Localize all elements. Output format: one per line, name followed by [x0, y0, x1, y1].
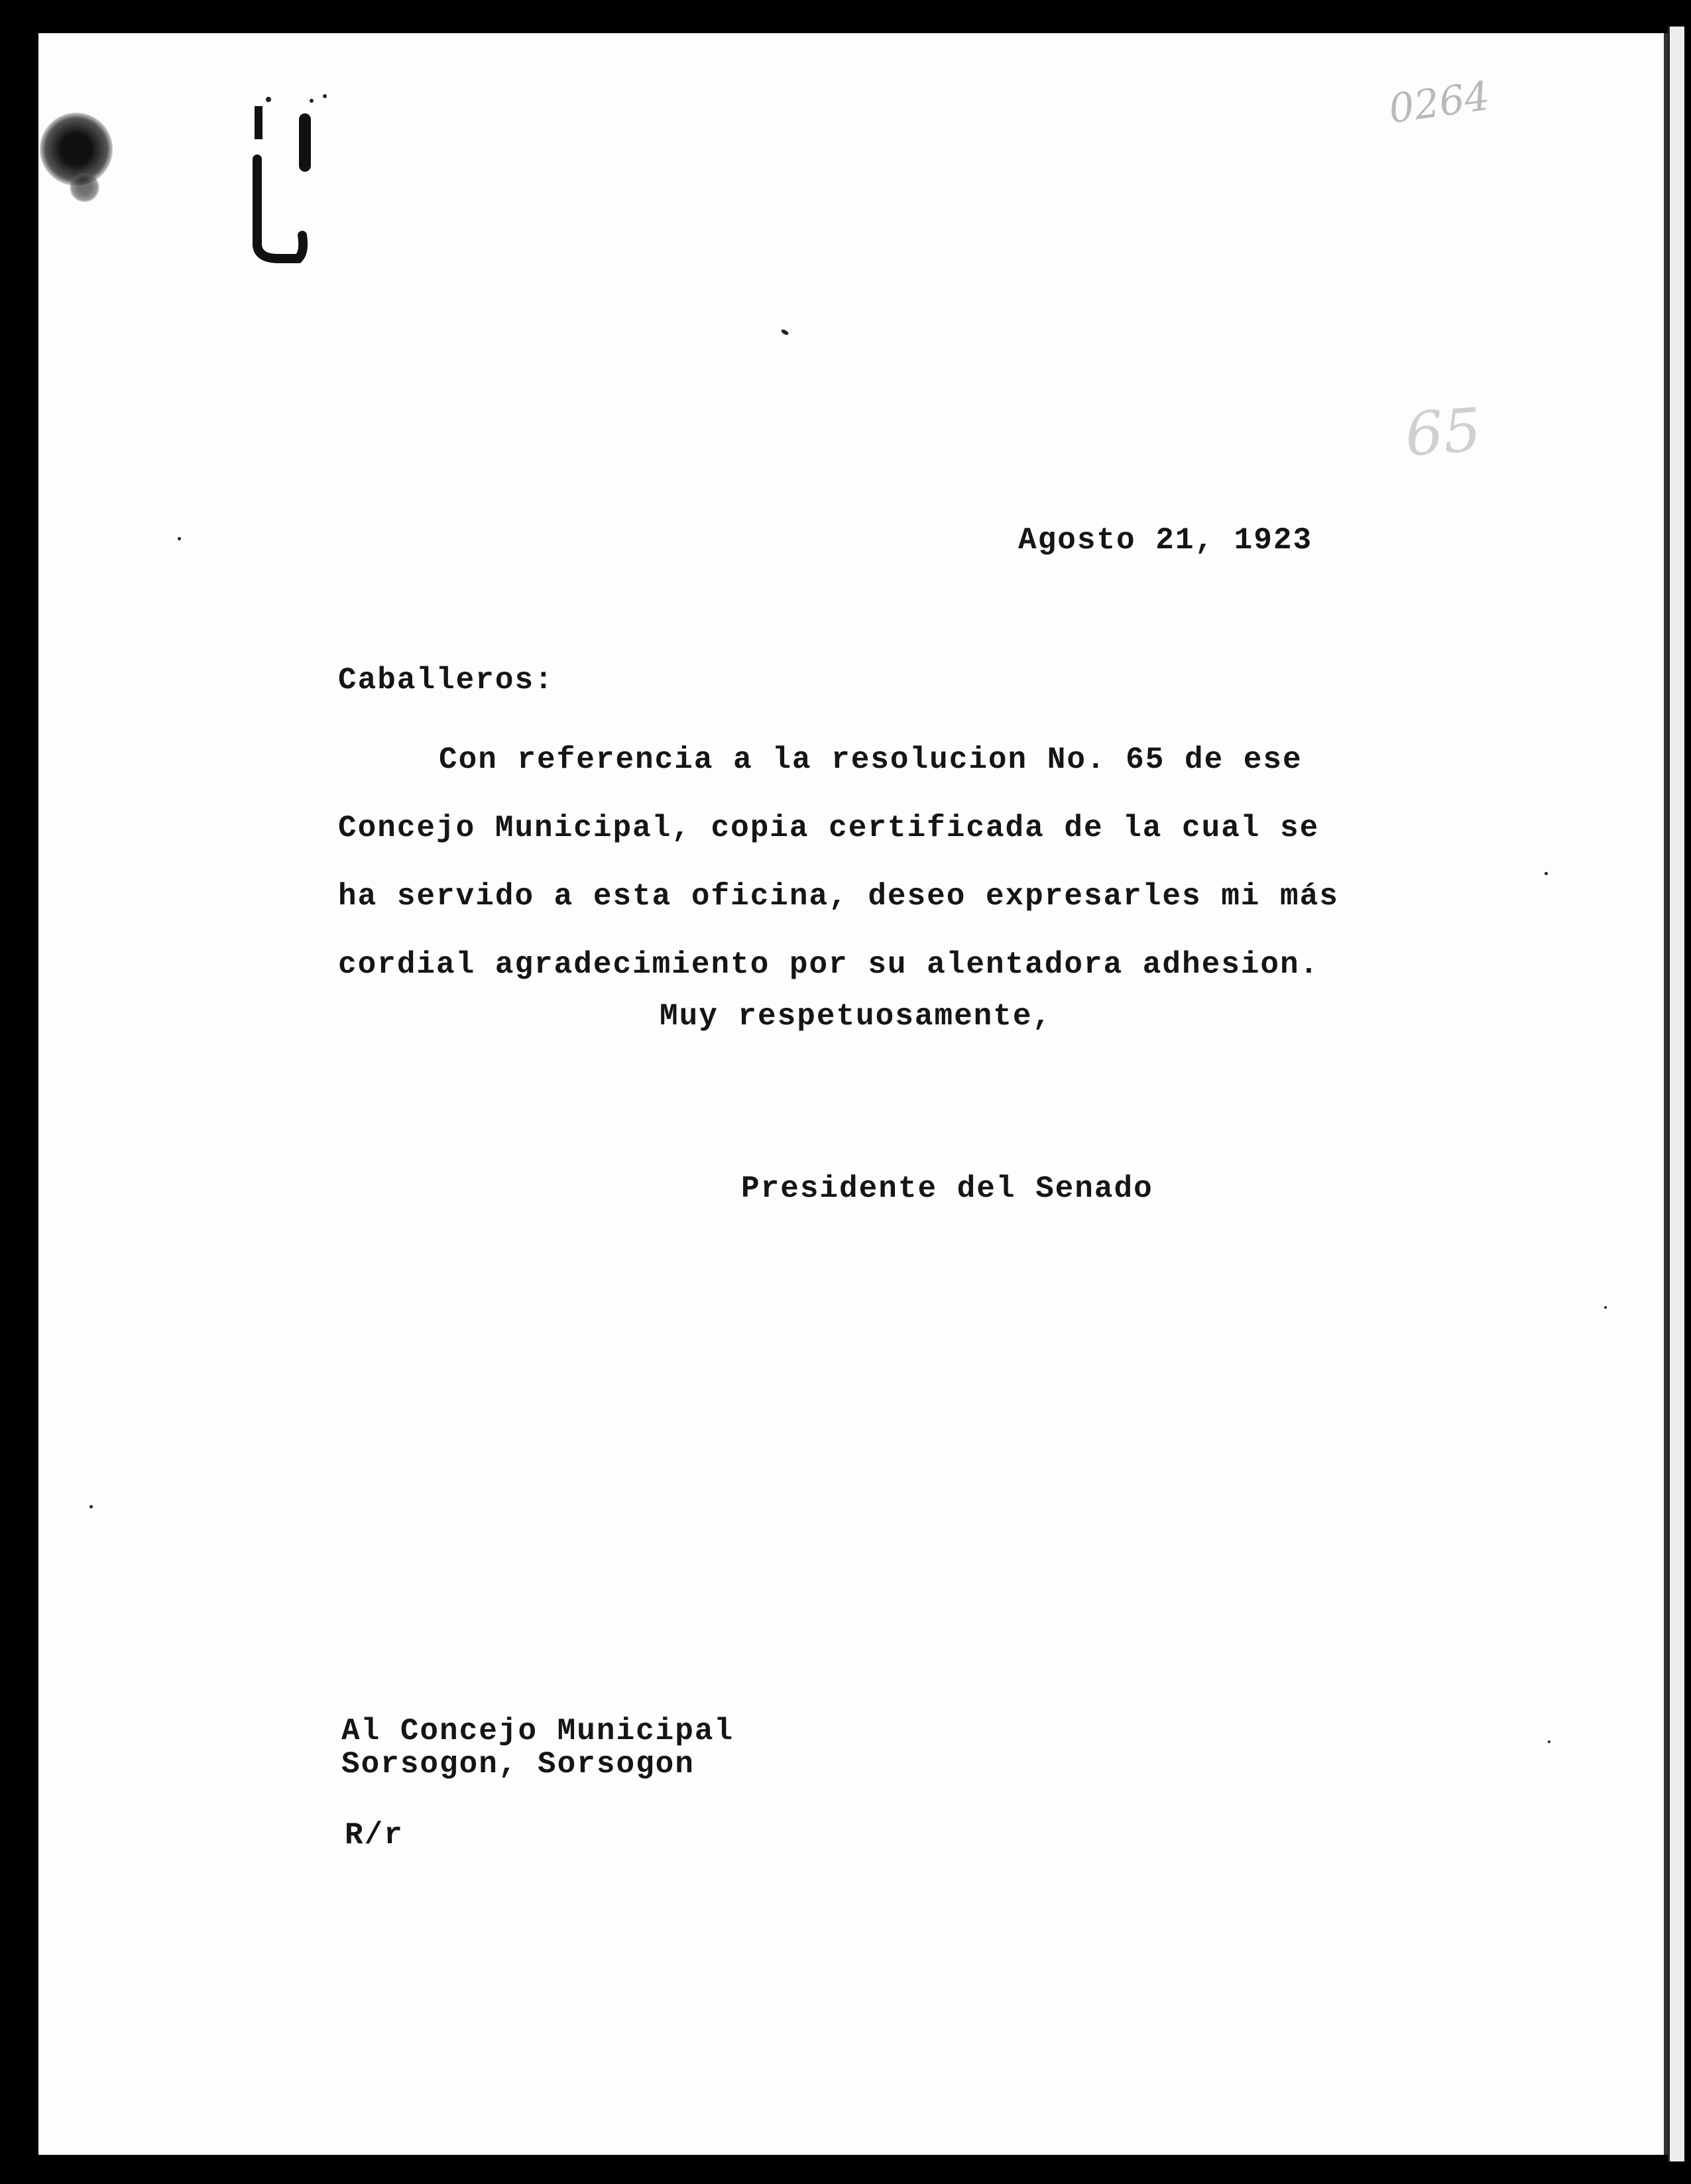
page-edge [1668, 27, 1684, 2161]
staple-mark-icon [239, 93, 338, 265]
ink-speck [178, 537, 181, 540]
letter-date: Agosto 21, 1923 [1018, 523, 1313, 558]
body-line: ha servido a esta oficina, deseo expresarles mi más [338, 879, 1339, 914]
salutation: Caballeros: [338, 663, 554, 698]
paper-sheet [38, 33, 1668, 2155]
ink-speck [1604, 1306, 1607, 1309]
signature-title: Presidente del Senado [741, 1172, 1153, 1206]
handwritten-mark: 65 [1403, 395, 1484, 470]
body-line: cordial agradecimiento por su alentadora adhesion. [338, 947, 1320, 982]
handwritten-number: 0264 [1385, 72, 1493, 133]
body-line: Con referencia a la resolucion No. 65 de ese [439, 743, 1303, 777]
letter-body [338, 726, 1385, 999]
ink-speck [89, 1505, 93, 1508]
ink-speck [1548, 1740, 1550, 1743]
closing: Muy respetuosamente, [660, 999, 1053, 1034]
ink-speck [1545, 872, 1548, 875]
recipient-location: Sorsogon, Sorsogon [341, 1747, 695, 1782]
typist-initials: R/r [345, 1818, 404, 1852]
punch-hole-mark-small [70, 172, 99, 202]
body-line: Concejo Municipal, copia certificada de la cual se [338, 811, 1320, 845]
recipient-line: Al Concejo Municipal [341, 1714, 734, 1748]
